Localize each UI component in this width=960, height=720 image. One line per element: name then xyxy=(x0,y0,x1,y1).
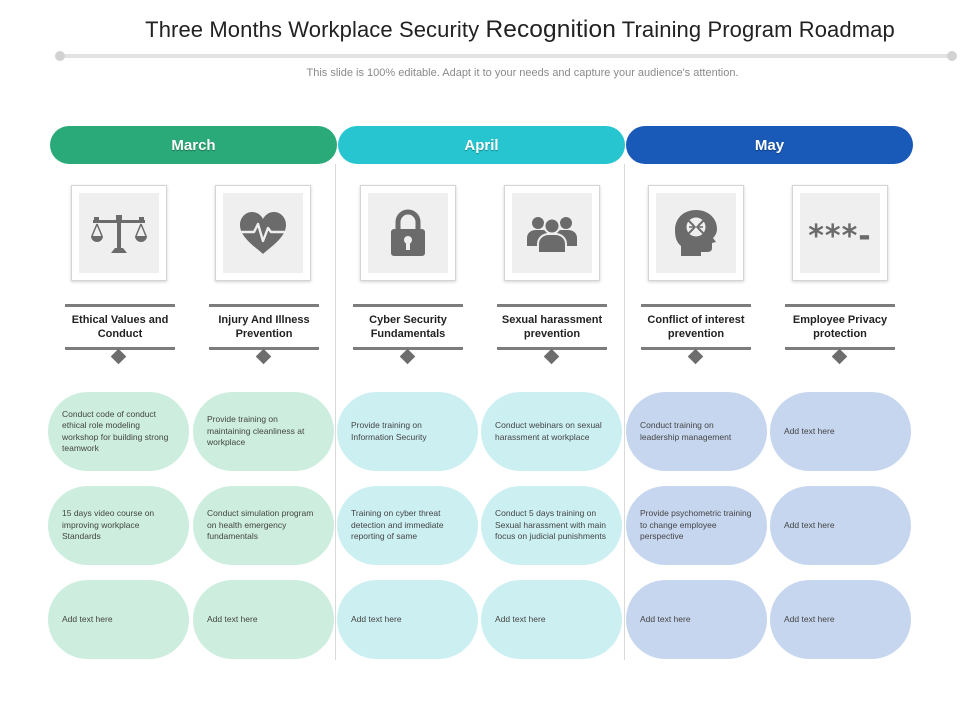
icon-tile xyxy=(360,185,456,281)
label-pointer xyxy=(832,349,848,365)
roadmap-item[interactable]: Conduct simulation program on health emergency fundamentals xyxy=(193,486,334,565)
topic-label: Ethical Values and Conduct xyxy=(65,304,175,350)
roadmap-item[interactable]: Conduct webinars on sexual harassment at workplace xyxy=(481,392,622,471)
page-title xyxy=(0,16,960,44)
month-may-banner: May xyxy=(626,126,913,164)
title-part-1: Three Months Workplace Security xyxy=(145,17,480,42)
topic-label: Cyber Security Fundamentals xyxy=(353,304,463,350)
title-divider xyxy=(60,54,952,58)
roadmap-item[interactable]: 15 days video course on improving workplace Standards xyxy=(48,486,189,565)
icon-tile xyxy=(504,185,600,281)
icon-tile xyxy=(215,185,311,281)
topic-label: Sexual harassment prevention xyxy=(497,304,607,350)
label-pointer xyxy=(111,349,127,365)
roadmap-item[interactable]: Add text here xyxy=(770,580,911,659)
title-part-2: Recognition xyxy=(485,16,616,43)
roadmap-item[interactable]: Add text here xyxy=(481,580,622,659)
group-icon xyxy=(526,212,578,254)
icon-tile xyxy=(71,185,167,281)
password-stars-icon: ***- xyxy=(808,218,872,254)
title-part-3: Training Program Roadmap xyxy=(621,17,895,42)
scales-icon xyxy=(90,211,148,255)
label-pointer xyxy=(688,349,704,365)
roadmap-item[interactable]: Add text here xyxy=(770,392,911,471)
month-divider xyxy=(624,164,625,660)
roadmap-item[interactable]: Add text here xyxy=(48,580,189,659)
icon-tile xyxy=(648,185,744,281)
month-divider xyxy=(335,164,336,660)
topic-label: Employee Privacy protection xyxy=(785,304,895,350)
roadmap-item[interactable]: Training on cyber threat detection and immediate reporting of same xyxy=(337,486,478,565)
month-april-banner: April xyxy=(338,126,625,164)
label-pointer xyxy=(400,349,416,365)
roadmap-item[interactable]: Provide psychometric training to change employee perspective xyxy=(626,486,767,565)
roadmap-item[interactable]: Add text here xyxy=(193,580,334,659)
month-march-banner: March xyxy=(50,126,337,164)
head-conflict-icon xyxy=(673,208,719,258)
topic-label: Conflict of interest prevention xyxy=(641,304,751,350)
roadmap-item[interactable]: Conduct training on leadership management xyxy=(626,392,767,471)
roadmap-item[interactable]: Conduct code of conduct ethical role modeling workshop for building strong teamwork xyxy=(48,392,189,471)
topic-label: Injury And Illness Prevention xyxy=(209,304,319,350)
roadmap-item[interactable]: Add text here xyxy=(337,580,478,659)
roadmap-item[interactable]: Add text here xyxy=(626,580,767,659)
roadmap-item[interactable]: Provide training on Information Security xyxy=(337,392,478,471)
roadmap-item[interactable]: Add text here xyxy=(770,486,911,565)
page-subtitle: This slide is 100% editable. Adapt it to your needs and capture your audience's attention. xyxy=(306,67,739,79)
label-pointer xyxy=(544,349,560,365)
lock-icon xyxy=(389,209,427,257)
label-pointer xyxy=(256,349,272,365)
heartbeat-icon xyxy=(237,210,289,256)
icon-tile xyxy=(792,185,888,281)
roadmap-item[interactable]: Conduct 5 days training on Sexual harassment with main focus on judicial punishments xyxy=(481,486,622,565)
roadmap-item[interactable]: Provide training on maintaining cleanliness at workplace xyxy=(193,392,334,471)
